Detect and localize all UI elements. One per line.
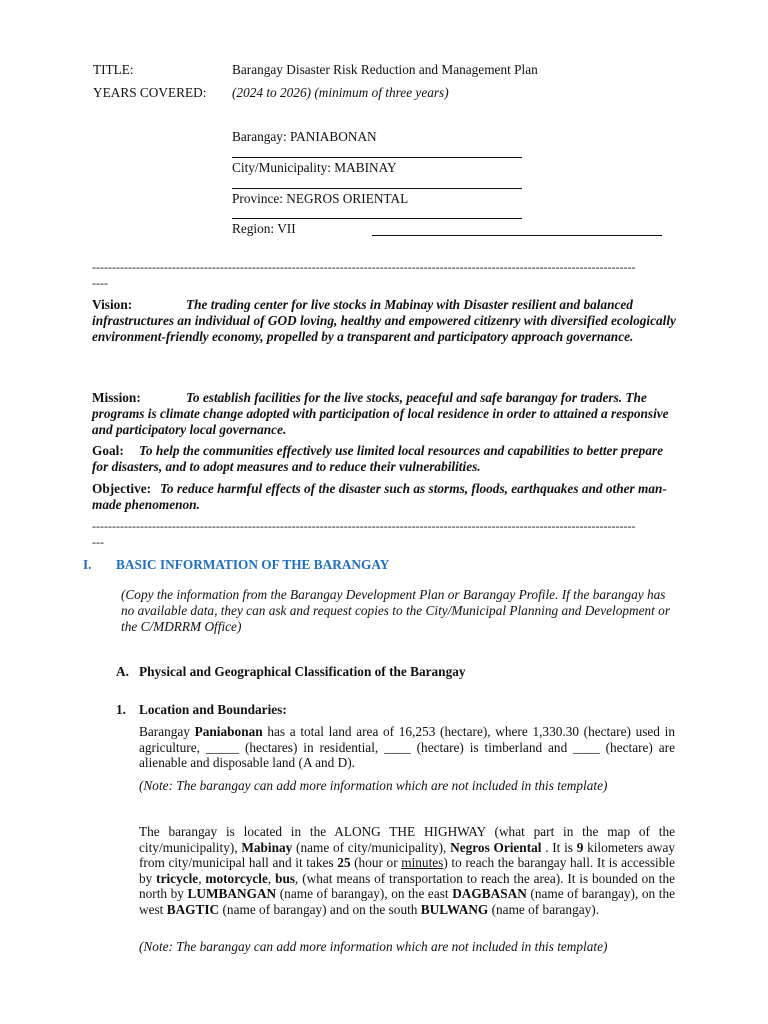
dashed-divider: ---------------------------------------------------------------------------------------------------------------------------------------- [92,519,636,533]
barangay-underline [232,157,522,158]
mission-paragraph [92,390,676,438]
vision-text: The trading center for live stocks in Mabinay with Disaster resilient and balanced infrastructures an individual of GOD loving, healthy and empowered citizenry with diversified ecologically environment-friendly economy, propelled by a transparent and participatory approach governance. [92,297,676,344]
transport-motorcycle: motorcycle [205,870,268,886]
text-run: , [198,870,206,886]
region-underline [372,235,662,236]
section-number: I. [83,557,92,572]
north-boundary: LUMBANGAN [187,886,277,901]
goal-label: Goal: [92,443,124,458]
distance-value: 9 [576,839,584,855]
item-number: 1. [116,702,126,717]
city-name: Mabinay [241,839,293,855]
land-area-paragraph [139,724,675,771]
text-run: , [267,870,276,886]
years-value: (2024 to 2026) (minimum of three years) [232,85,449,100]
region-field: Region: VII [232,221,296,236]
vision-paragraph [92,297,676,345]
barangay-field: Barangay: PANIABONAN [232,129,377,144]
text-run: kilometers away from city/municipal hall and it takes [139,839,675,870]
text-run: (name of barangay), on the east [276,886,453,901]
mission-label: Mission: [92,390,141,405]
west-boundary: BAGTIC [166,901,220,917]
text-run: (name of barangay). [488,901,600,917]
transport-tricycle: tricycle [156,870,199,886]
title-label: TITLE: [93,62,134,77]
city-field: City/Municipality: MABINAY [232,160,397,175]
mission-text: To establish facilities for the live stocks, peaceful and safe barangay for traders. The programs is climate change adopted with participation of local residence in order to attained a responsive and participatory local governance. [92,390,669,437]
text-run: (hour or [350,855,402,870]
years-label: YEARS COVERED: [93,85,207,100]
travel-time-value: 25 [337,855,351,870]
text-run: (name of barangay), on the west [139,886,675,917]
province-underline [232,218,522,219]
objective-text: To reduce harmful effects of the disaster such as storms, floods, earthquakes and other man-made phenomenon. [92,481,667,512]
section-heading: BASIC INFORMATION OF THE BARANGAY [116,557,390,572]
south-boundary: BULWANG [420,901,489,917]
text-run: ) to reach the barangay hall. It is accessible by [139,855,675,886]
barangay-name: Paniabonan [194,724,263,739]
city-underline [232,188,522,189]
dashed-divider-tail: --- [92,535,104,549]
location-paragraph [139,824,675,917]
text-run: Barangay [139,724,195,739]
subsection-heading: Physical and Geographical Classification of the Barangay [139,664,466,679]
province-field: Province: NEGROS ORIENTAL [232,191,409,206]
dashed-divider: ---------------------------------------------------------------------------------------------------------------------------------------- [92,260,636,274]
vision-label: Vision: [92,297,133,312]
text-run: , (what means of transportation to reach the area). It is bounded on the north by [139,870,676,901]
subsection-letter: A. [116,664,129,679]
time-unit: minutes [401,855,444,870]
objective-label: Objective: [92,481,152,496]
item-heading: Location and Boundaries: [139,702,287,717]
text-run: The barangay is located in the ALONG THE HIGHWAY (what part in the map of the city/municipality), [139,824,675,855]
note-2: (Note: The barangay can add more information which are not included in this template) [139,939,608,954]
title-value: Barangay Disaster Risk Reduction and Management Plan [232,62,538,77]
objective-paragraph [92,481,676,513]
text-run: . It is [541,839,577,855]
transport-bus: bus [275,870,296,886]
goal-paragraph [92,443,676,475]
east-boundary: DAGBASAN [452,886,527,901]
text-run: (name of barangay) and on the south [219,901,421,917]
text-run: has a total land area of 16,253 (hectare), where 1,330.30 (hectare) used in agriculture, _____ (hectares) in residential, ____ (hectare) is timberland and ____ (hectare) are alienable and disposable land (A and D). [139,724,675,770]
section-note: (Copy the information from the Barangay Development Plan or Barangay Profile. If the barangay has no available data, they can ask and request copies to the City/Municipal Planning and Development or the C/MDRRM Office) [121,587,671,634]
note-1: (Note: The barangay can add more information which are not included in this template) [139,778,608,793]
goal-text: To help the communities effectively use limited local resources and capabilities to better prepare for disasters, and to adopt measures and to reduce their vulnerabilities. [92,443,664,474]
dashed-divider-tail: ---- [92,276,108,290]
text-run: (name of city/municipality), [292,839,451,855]
province-name: Negros Oriental [450,839,542,855]
